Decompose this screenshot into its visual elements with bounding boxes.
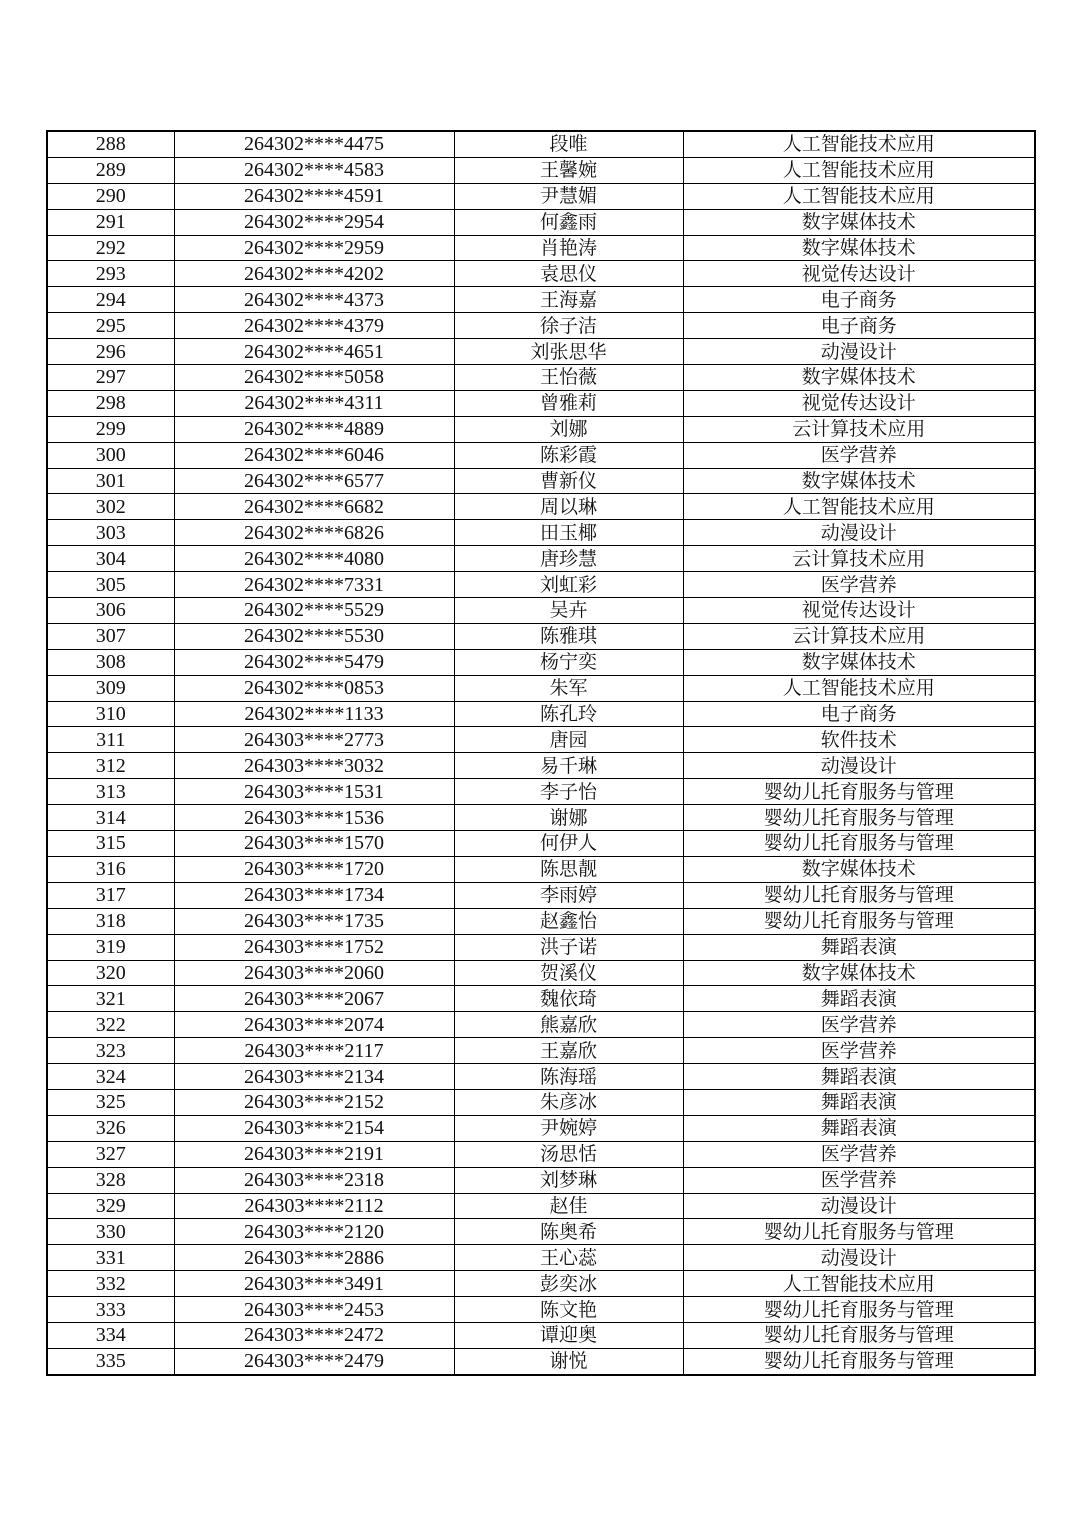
row-number-cell: 288 (47, 131, 174, 157)
table-row (47, 1141, 1035, 1167)
id-number-cell: 264302****0853 (174, 675, 454, 701)
major-cell: 人工智能技术应用 (683, 131, 1035, 157)
id-number-cell: 264302****7331 (174, 572, 454, 598)
major-cell: 婴幼儿托育服务与管理 (683, 831, 1035, 857)
name-cell: 田玉椰 (454, 520, 683, 546)
major-cell: 电子商务 (683, 313, 1035, 339)
row-number-cell: 293 (47, 261, 174, 287)
table-row (47, 805, 1035, 831)
major-cell: 云计算技术应用 (683, 416, 1035, 442)
table-row (47, 572, 1035, 598)
table-row (47, 520, 1035, 546)
table-row (47, 287, 1035, 313)
table-row (47, 649, 1035, 675)
table-row (47, 779, 1035, 805)
major-cell: 视觉传达设计 (683, 390, 1035, 416)
id-number-cell: 264303****2152 (174, 1089, 454, 1115)
name-cell: 王心蕊 (454, 1245, 683, 1271)
name-cell: 王馨婉 (454, 157, 683, 183)
id-number-cell: 264302****4311 (174, 390, 454, 416)
name-cell: 朱彦冰 (454, 1089, 683, 1115)
row-number-cell: 308 (47, 649, 174, 675)
major-cell: 数字媒体技术 (683, 468, 1035, 494)
row-number-cell: 333 (47, 1297, 174, 1323)
table-row (47, 1167, 1035, 1193)
row-number-cell: 314 (47, 805, 174, 831)
name-cell: 段唯 (454, 131, 683, 157)
major-cell: 婴幼儿托育服务与管理 (683, 1219, 1035, 1245)
table-row (47, 416, 1035, 442)
table-row (47, 727, 1035, 753)
row-number-cell: 307 (47, 623, 174, 649)
table-row (47, 960, 1035, 986)
name-cell: 易千琳 (454, 753, 683, 779)
table-row (47, 494, 1035, 520)
row-number-cell: 322 (47, 1012, 174, 1038)
major-cell: 数字媒体技术 (683, 856, 1035, 882)
id-number-cell: 264303****1720 (174, 856, 454, 882)
id-number-cell: 264302****4583 (174, 157, 454, 183)
id-number-cell: 264302****4475 (174, 131, 454, 157)
major-cell: 医学营养 (683, 572, 1035, 598)
id-number-cell: 264303****3032 (174, 753, 454, 779)
major-cell: 婴幼儿托育服务与管理 (683, 1348, 1035, 1374)
name-cell: 朱军 (454, 675, 683, 701)
name-cell: 陈海瑶 (454, 1064, 683, 1090)
row-number-cell: 330 (47, 1219, 174, 1245)
name-cell: 周以琳 (454, 494, 683, 520)
name-cell: 熊嘉欣 (454, 1012, 683, 1038)
name-cell: 王海嘉 (454, 287, 683, 313)
id-number-cell: 264303****2479 (174, 1348, 454, 1374)
row-number-cell: 334 (47, 1322, 174, 1348)
id-number-cell: 264303****2067 (174, 986, 454, 1012)
row-number-cell: 295 (47, 313, 174, 339)
table-row (47, 1297, 1035, 1323)
table-row (47, 183, 1035, 209)
row-number-cell: 300 (47, 442, 174, 468)
name-cell: 曹新仪 (454, 468, 683, 494)
name-cell: 陈孔玲 (454, 701, 683, 727)
id-number-cell: 264302****6577 (174, 468, 454, 494)
row-number-cell: 299 (47, 416, 174, 442)
id-number-cell: 264302****6046 (174, 442, 454, 468)
row-number-cell: 313 (47, 779, 174, 805)
major-cell: 动漫设计 (683, 753, 1035, 779)
table-row (47, 1219, 1035, 1245)
id-number-cell: 264303****2886 (174, 1245, 454, 1271)
row-number-cell: 306 (47, 598, 174, 624)
id-number-cell: 264303****2318 (174, 1167, 454, 1193)
row-number-cell: 321 (47, 986, 174, 1012)
name-cell: 唐园 (454, 727, 683, 753)
table-row (47, 986, 1035, 1012)
name-cell: 谢悦 (454, 1348, 683, 1374)
row-number-cell: 331 (47, 1245, 174, 1271)
major-cell: 电子商务 (683, 287, 1035, 313)
row-number-cell: 303 (47, 520, 174, 546)
row-number-cell: 329 (47, 1193, 174, 1219)
table-row (47, 882, 1035, 908)
name-cell: 肖艳涛 (454, 235, 683, 261)
table-row (47, 261, 1035, 287)
major-cell: 舞蹈表演 (683, 1115, 1035, 1141)
major-cell: 数字媒体技术 (683, 365, 1035, 391)
name-cell: 曾雅莉 (454, 390, 683, 416)
id-number-cell: 264302****4373 (174, 287, 454, 313)
id-number-cell: 264302****1133 (174, 701, 454, 727)
name-cell: 刘梦琳 (454, 1167, 683, 1193)
major-cell: 云计算技术应用 (683, 623, 1035, 649)
major-cell: 舞蹈表演 (683, 1089, 1035, 1115)
table-row (47, 1012, 1035, 1038)
name-cell: 陈思靓 (454, 856, 683, 882)
major-cell: 婴幼儿托育服务与管理 (683, 1322, 1035, 1348)
name-cell: 陈奥希 (454, 1219, 683, 1245)
name-cell: 陈文艳 (454, 1297, 683, 1323)
major-cell: 数字媒体技术 (683, 235, 1035, 261)
name-cell: 刘张思华 (454, 339, 683, 365)
major-cell: 医学营养 (683, 1141, 1035, 1167)
id-number-cell: 264303****2112 (174, 1193, 454, 1219)
major-cell: 云计算技术应用 (683, 546, 1035, 572)
table-row (47, 675, 1035, 701)
row-number-cell: 297 (47, 365, 174, 391)
id-number-cell: 264302****4379 (174, 313, 454, 339)
row-number-cell: 325 (47, 1089, 174, 1115)
name-cell: 陈雅琪 (454, 623, 683, 649)
row-number-cell: 318 (47, 908, 174, 934)
row-number-cell: 324 (47, 1064, 174, 1090)
row-number-cell: 310 (47, 701, 174, 727)
major-cell: 舞蹈表演 (683, 1064, 1035, 1090)
name-cell: 王嘉欣 (454, 1038, 683, 1064)
table-row (47, 339, 1035, 365)
table-row (47, 468, 1035, 494)
major-cell: 医学营养 (683, 1038, 1035, 1064)
id-number-cell: 264302****4889 (174, 416, 454, 442)
name-cell: 刘娜 (454, 416, 683, 442)
row-number-cell: 316 (47, 856, 174, 882)
name-cell: 贺溪仪 (454, 960, 683, 986)
row-number-cell: 315 (47, 831, 174, 857)
id-number-cell: 264303****2191 (174, 1141, 454, 1167)
table-row (47, 1089, 1035, 1115)
major-cell: 婴幼儿托育服务与管理 (683, 779, 1035, 805)
name-cell: 赵佳 (454, 1193, 683, 1219)
name-cell: 徐子洁 (454, 313, 683, 339)
table-row (47, 131, 1035, 157)
student-list-table (46, 130, 1036, 1376)
table-row (47, 313, 1035, 339)
major-cell: 舞蹈表演 (683, 986, 1035, 1012)
table-row (47, 1193, 1035, 1219)
table-row (47, 908, 1035, 934)
row-number-cell: 335 (47, 1348, 174, 1374)
major-cell: 动漫设计 (683, 339, 1035, 365)
name-cell: 吴卉 (454, 598, 683, 624)
row-number-cell: 304 (47, 546, 174, 572)
table-row (47, 598, 1035, 624)
table-row (47, 390, 1035, 416)
row-number-cell: 289 (47, 157, 174, 183)
major-cell: 医学营养 (683, 1012, 1035, 1038)
row-number-cell: 326 (47, 1115, 174, 1141)
id-number-cell: 264302****5530 (174, 623, 454, 649)
name-cell: 唐珍慧 (454, 546, 683, 572)
id-number-cell: 264303****2120 (174, 1219, 454, 1245)
major-cell: 婴幼儿托育服务与管理 (683, 1297, 1035, 1323)
id-number-cell: 264303****1734 (174, 882, 454, 908)
row-number-cell: 309 (47, 675, 174, 701)
name-cell: 袁思仪 (454, 261, 683, 287)
major-cell: 舞蹈表演 (683, 934, 1035, 960)
major-cell: 数字媒体技术 (683, 209, 1035, 235)
major-cell: 视觉传达设计 (683, 261, 1035, 287)
id-number-cell: 264302****6826 (174, 520, 454, 546)
id-number-cell: 264303****1531 (174, 779, 454, 805)
name-cell: 彭奕冰 (454, 1271, 683, 1297)
row-number-cell: 332 (47, 1271, 174, 1297)
id-number-cell: 264302****2954 (174, 209, 454, 235)
row-number-cell: 305 (47, 572, 174, 598)
row-number-cell: 328 (47, 1167, 174, 1193)
name-cell: 何伊人 (454, 831, 683, 857)
id-number-cell: 264303****2472 (174, 1322, 454, 1348)
table-row (47, 365, 1035, 391)
table-row (47, 701, 1035, 727)
major-cell: 数字媒体技术 (683, 649, 1035, 675)
major-cell: 动漫设计 (683, 1245, 1035, 1271)
major-cell: 人工智能技术应用 (683, 675, 1035, 701)
table-row (47, 1322, 1035, 1348)
major-cell: 医学营养 (683, 442, 1035, 468)
row-number-cell: 291 (47, 209, 174, 235)
table-row (47, 1348, 1035, 1374)
id-number-cell: 264303****1536 (174, 805, 454, 831)
id-number-cell: 264303****2060 (174, 960, 454, 986)
row-number-cell: 294 (47, 287, 174, 313)
major-cell: 人工智能技术应用 (683, 157, 1035, 183)
name-cell: 魏依琦 (454, 986, 683, 1012)
table-row (47, 1038, 1035, 1064)
major-cell: 软件技术 (683, 727, 1035, 753)
id-number-cell: 264302****4591 (174, 183, 454, 209)
major-cell: 医学营养 (683, 1167, 1035, 1193)
id-number-cell: 264303****2154 (174, 1115, 454, 1141)
name-cell: 何鑫雨 (454, 209, 683, 235)
table-row (47, 442, 1035, 468)
table-row (47, 235, 1035, 261)
id-number-cell: 264302****5058 (174, 365, 454, 391)
table-row (47, 856, 1035, 882)
id-number-cell: 264303****2773 (174, 727, 454, 753)
table-row (47, 1115, 1035, 1141)
major-cell: 视觉传达设计 (683, 598, 1035, 624)
table-row (47, 1064, 1035, 1090)
row-number-cell: 319 (47, 934, 174, 960)
name-cell: 赵鑫怡 (454, 908, 683, 934)
id-number-cell: 264303****2453 (174, 1297, 454, 1323)
name-cell: 李子怡 (454, 779, 683, 805)
id-number-cell: 264303****2074 (174, 1012, 454, 1038)
table-row (47, 623, 1035, 649)
table-row (47, 1271, 1035, 1297)
major-cell: 动漫设计 (683, 1193, 1035, 1219)
major-cell: 人工智能技术应用 (683, 183, 1035, 209)
row-number-cell: 317 (47, 882, 174, 908)
id-number-cell: 264303****2134 (174, 1064, 454, 1090)
name-cell: 杨宁奕 (454, 649, 683, 675)
name-cell: 王怡薇 (454, 365, 683, 391)
table-row (47, 934, 1035, 960)
row-number-cell: 301 (47, 468, 174, 494)
row-number-cell: 302 (47, 494, 174, 520)
major-cell: 婴幼儿托育服务与管理 (683, 882, 1035, 908)
id-number-cell: 264303****1570 (174, 831, 454, 857)
id-number-cell: 264302****5479 (174, 649, 454, 675)
id-number-cell: 264302****2959 (174, 235, 454, 261)
row-number-cell: 323 (47, 1038, 174, 1064)
name-cell: 刘虹彩 (454, 572, 683, 598)
row-number-cell: 296 (47, 339, 174, 365)
table-row (47, 157, 1035, 183)
row-number-cell: 312 (47, 753, 174, 779)
row-number-cell: 320 (47, 960, 174, 986)
name-cell: 陈彩霞 (454, 442, 683, 468)
major-cell: 婴幼儿托育服务与管理 (683, 908, 1035, 934)
id-number-cell: 264302****4080 (174, 546, 454, 572)
row-number-cell: 327 (47, 1141, 174, 1167)
name-cell: 谭迎奥 (454, 1322, 683, 1348)
table-row (47, 546, 1035, 572)
name-cell: 尹婉婷 (454, 1115, 683, 1141)
row-number-cell: 298 (47, 390, 174, 416)
row-number-cell: 290 (47, 183, 174, 209)
name-cell: 汤思恬 (454, 1141, 683, 1167)
table-row (47, 1245, 1035, 1271)
table-body (47, 131, 1035, 1375)
id-number-cell: 264302****4651 (174, 339, 454, 365)
major-cell: 电子商务 (683, 701, 1035, 727)
id-number-cell: 264303****1752 (174, 934, 454, 960)
id-number-cell: 264302****5529 (174, 598, 454, 624)
table-row (47, 753, 1035, 779)
name-cell: 尹慧媚 (454, 183, 683, 209)
major-cell: 动漫设计 (683, 520, 1035, 546)
row-number-cell: 292 (47, 235, 174, 261)
major-cell: 人工智能技术应用 (683, 494, 1035, 520)
id-number-cell: 264302****6682 (174, 494, 454, 520)
major-cell: 婴幼儿托育服务与管理 (683, 805, 1035, 831)
row-number-cell: 311 (47, 727, 174, 753)
id-number-cell: 264303****3491 (174, 1271, 454, 1297)
major-cell: 人工智能技术应用 (683, 1271, 1035, 1297)
name-cell: 谢娜 (454, 805, 683, 831)
table-row (47, 831, 1035, 857)
name-cell: 李雨婷 (454, 882, 683, 908)
id-number-cell: 264303****2117 (174, 1038, 454, 1064)
table-row (47, 209, 1035, 235)
id-number-cell: 264302****4202 (174, 261, 454, 287)
name-cell: 洪子诺 (454, 934, 683, 960)
id-number-cell: 264303****1735 (174, 908, 454, 934)
major-cell: 数字媒体技术 (683, 960, 1035, 986)
